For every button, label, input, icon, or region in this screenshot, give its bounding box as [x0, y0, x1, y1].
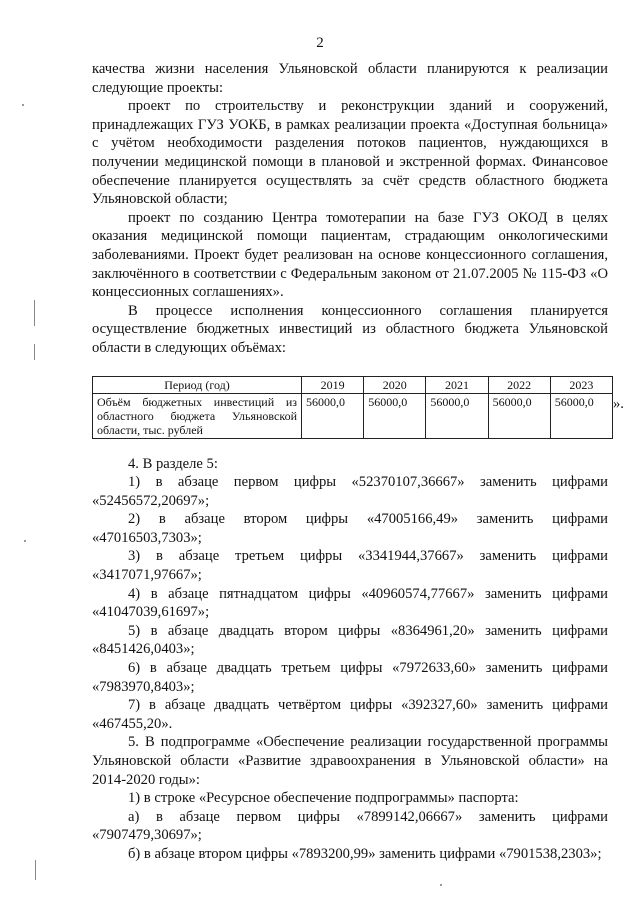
table-year: 2020: [364, 376, 426, 393]
paragraph: 1) в абзаце первом цифры «52370107,36667» заменить цифрами «52456572,20697»;: [92, 474, 608, 509]
scan-mark: [35, 860, 36, 880]
paragraph: проект по строительству и реконструкции зданий и сооружений, принадлежащих ГУЗ УОКБ, в рамках реализации проекта «Доступная больница» с учётом необходимости разделения потоков пациентов, нуждающихся в получении медицинской помощи в плановой и экстренной формах. Финансовое обеспечение планируется осуществлять за счёт средств областного бюджета Ульяновской области;: [92, 98, 608, 208]
paragraph: 7) в абзаце двадцать четвёртом цифры «392327,60» заменить цифрами «467455,20».: [92, 697, 608, 732]
paragraph: б) в абзаце втором цифры «7893200,99» заменить цифрами «7901538,2303»;: [128, 845, 602, 862]
table-year: 2023: [550, 376, 612, 393]
paragraph: 3) в абзаце третьем цифры «3341944,37667» заменить цифрами «3417071,97667»;: [92, 548, 608, 584]
paragraph: проект по созданию Центра томотерапии на базе ГУЗ ОКОД в целях оказания медицинской помощи пациентам, страдающим онкологическими заболеваниями. Проект будет реализован на основе концессионного соглашения, заключённого в соответствии с Федеральным законом от 21.07.2005 № 115-ФЗ «О концессионных соглашениях».: [92, 209, 608, 301]
paragraph: 2) в абзаце втором цифры «47005166,49» заменить цифрами «47016503,7303»;: [92, 511, 608, 546]
table-closing-quote: ».: [613, 396, 624, 412]
table-year: 2019: [302, 376, 364, 393]
paragraph: 4. В разделе 5:: [128, 455, 218, 472]
paragraph: 5. В подпрограмме «Обеспечение реализации государственной программы Ульяновской области «Развитие здравоохранения в Ульяновской области» на 2014-2020 годы»:: [92, 734, 608, 788]
paragraph: 6) в абзаце двадцать третьем цифры «7972633,60» заменить цифрами «7983970,8403»;: [92, 660, 608, 695]
paragraph: качества жизни населения Ульяновской области планируются к реализации следующие проекты:: [92, 61, 608, 96]
scan-mark: [22, 104, 24, 106]
table-header-row: [93, 376, 613, 393]
scan-mark: [440, 884, 442, 886]
scan-mark: [34, 300, 35, 326]
scan-mark: [34, 344, 35, 360]
table-row-label: Объём бюджетных инвестиций из областного бюджета Ульяновской области, тыс. рублей: [93, 393, 302, 438]
paragraph: 1) в строке «Ресурсное обеспечение подпрограммы» паспорта:: [128, 790, 519, 807]
table-row: [93, 393, 613, 438]
paragraph: а) в абзаце первом цифры «7899142,06667» заменить цифрами «7907479,30697»;: [92, 808, 608, 844]
scan-mark: [24, 540, 26, 542]
paragraph: 4) в абзаце пятнадцатом цифры «40960574,77667» заменить цифрами «41047039,61697»;: [92, 585, 608, 621]
table-cell: 56000,0: [426, 393, 488, 438]
table-year: 2021: [426, 376, 488, 393]
paragraph: В процессе исполнения концессионного соглашения планируется осуществление бюджетных инвестиций из областного бюджета Ульяновской области в следующих объёмах:: [92, 302, 608, 356]
table-header-label: Период (год): [93, 376, 302, 393]
table-cell: 56000,0: [488, 393, 550, 438]
investment-table: [92, 376, 613, 439]
paragraph: 5) в абзаце двадцать втором цифры «8364961,20» заменить цифрами «8451426,0403»;: [92, 622, 608, 658]
table-cell: 56000,0: [364, 393, 426, 438]
table-year: 2022: [488, 376, 550, 393]
document-body: [92, 60, 608, 864]
page-number: 2: [316, 35, 324, 51]
table-cell: 56000,0: [550, 393, 612, 438]
table-cell: 56000,0: [302, 393, 364, 438]
